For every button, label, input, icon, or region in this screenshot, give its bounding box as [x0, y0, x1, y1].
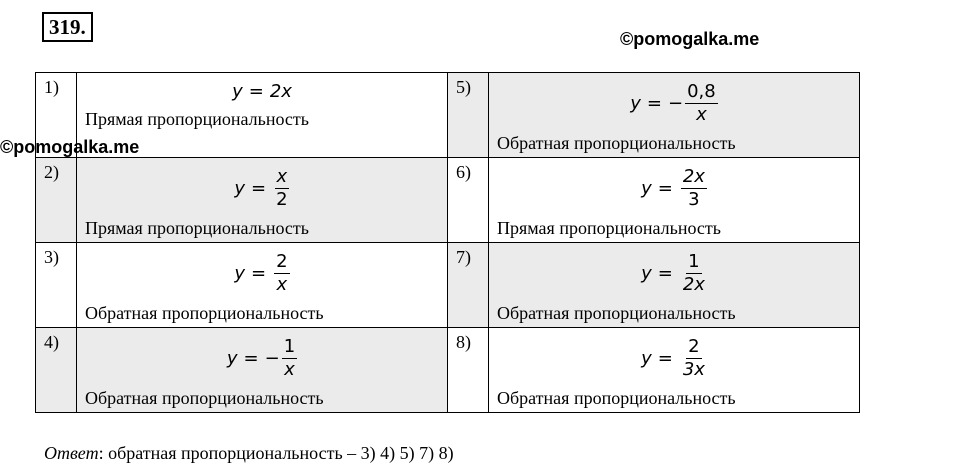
row-number: 5): [448, 73, 489, 158]
description: Обратная пропорциональность: [85, 388, 324, 408]
description: Обратная пропорциональность: [497, 133, 736, 153]
description: Прямая пропорциональность: [497, 218, 721, 238]
row-number: 1): [36, 73, 77, 158]
formula: y = $\frac{2x}{3}$: [641, 165, 705, 210]
problem-number: 319.: [42, 12, 93, 42]
description: Прямая пропорциональность: [85, 109, 309, 129]
row-number: 2): [36, 158, 77, 243]
description: Обратная пропорциональность: [85, 303, 324, 323]
row-number: 6): [448, 158, 489, 243]
watermark-top: ©pomogalka.me: [620, 29, 760, 49]
answer-line: [44, 443, 454, 464]
watermark-left: ©pomogalka.me: [0, 137, 140, 157]
cell-8: [489, 328, 860, 413]
cell-6: [489, 158, 860, 243]
formula: y = − $\frac{0,8}{x}$: [630, 80, 716, 125]
formula: y = 2x: [232, 80, 292, 102]
formula: y = $\frac{2}{3x}$: [641, 335, 705, 380]
cell-2: [77, 158, 448, 243]
cell-5: [489, 73, 860, 158]
formula: y = $\frac{2}{x}$: [234, 250, 288, 295]
description: Обратная пропорциональность: [497, 388, 736, 408]
cell-4: [77, 328, 448, 413]
row-number: 4): [36, 328, 77, 413]
row-number: 3): [36, 243, 77, 328]
cell-7: [489, 243, 860, 328]
description: Прямая пропорциональность: [85, 218, 309, 238]
answer-text: : обратная пропорциональность – 3) 4) 5) 7) 8): [98, 443, 454, 463]
task-table: [35, 72, 860, 413]
cell-3: [77, 243, 448, 328]
formula: y = $\frac{1}{2x}$: [641, 250, 705, 295]
answer-label: Ответ: [44, 443, 99, 463]
formula: y = − $\frac{1}{x}$: [226, 335, 296, 380]
formula: y = $\frac{x}{2}$: [234, 165, 288, 210]
row-number: 8): [448, 328, 489, 413]
row-number: 7): [448, 243, 489, 328]
description: Обратная пропорциональность: [497, 303, 736, 323]
